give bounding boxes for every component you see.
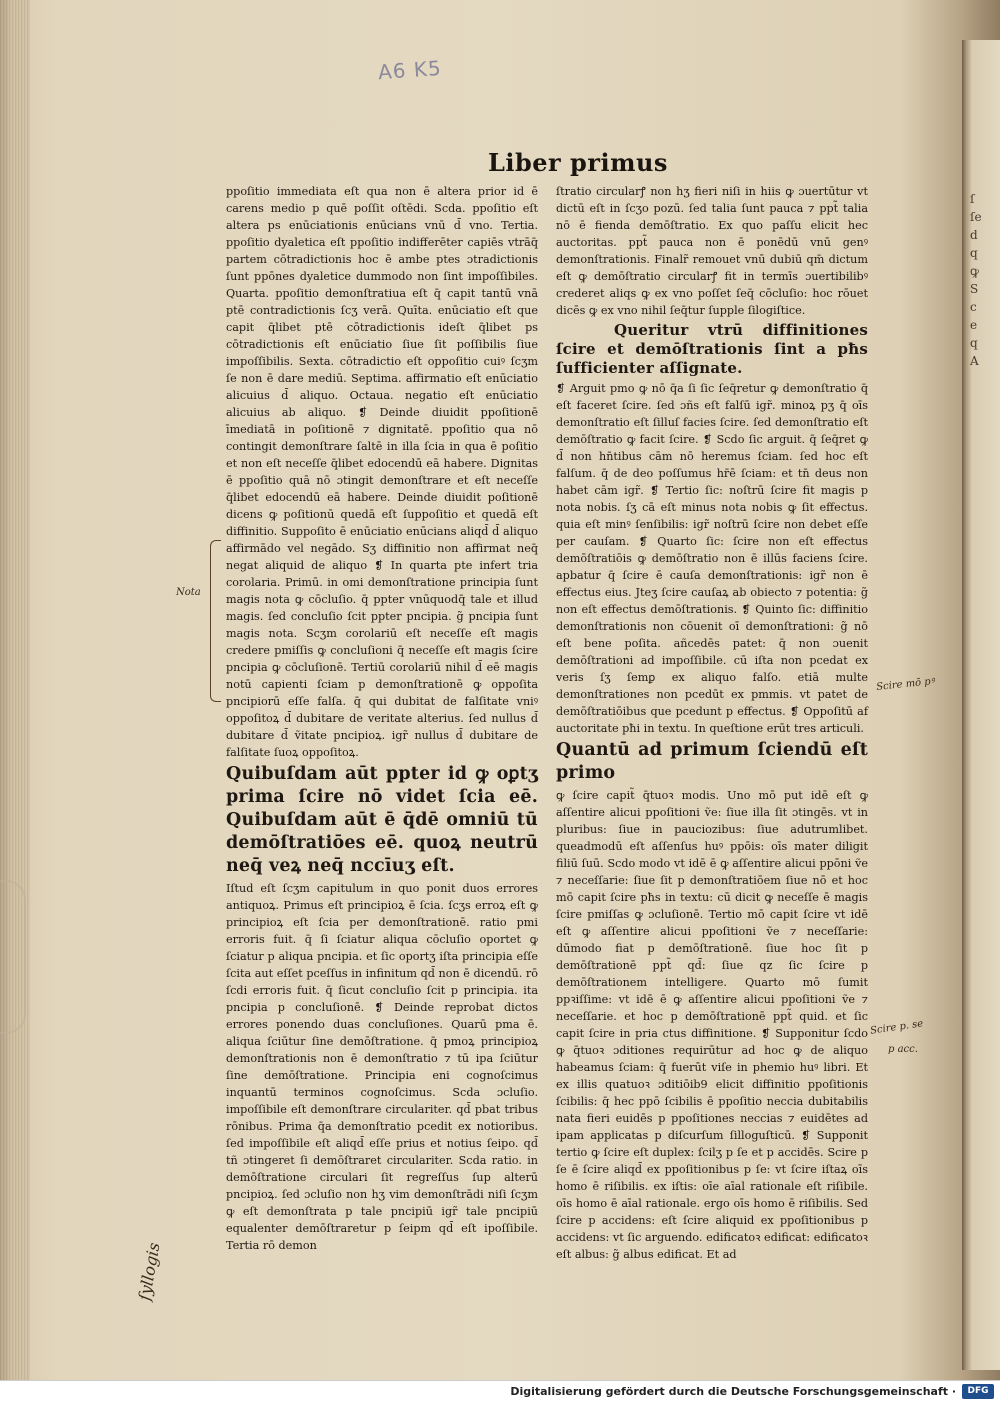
margin-note-left: Nota xyxy=(176,587,201,598)
funding-credit: Digitalisierung gefördert durch die Deutsche Forschungsgemeinschaft · xyxy=(510,1385,956,1398)
footer-bar xyxy=(0,1380,1000,1404)
margin-note-right-3: p acc. xyxy=(888,1044,918,1055)
margin-note-right-2: Scire p. se xyxy=(869,1018,924,1037)
facing-page-edge xyxy=(962,40,1000,1370)
right-paragraph-3: ꝙ ſcire capit̃ q̄tuoꝛ modis. Uno mō put idē eſt ꝙ aſſentire alicui ppoſitioni ṽe: ſiue illa ſit ɔtingēs. vt in pluribus: ſiue in pauciozibus: ſiue adutrumlibet. queadmodū eſt aſſenſus huꝰ ppōis: oīs mater diligit filiū ſuū. Scdo modo vt idē ē ꝙ aſſentire alicui ppōni ṽe ⁊ neceſſarie: ſiue ſit p demonſtratiōem ſiue nō et hoc mō capit ſcire pħs in textu: cū dicit ꝙ neceſſe ē magis ſcire pmiſſas ꝙ ɔcluſionē. Tertio mō capit ſcire vt idē eſt ꝙ aſſentire alicui ppoſitioni ṽe ⁊ neceſſarie: dūmodo fiat p demōſtrationē. ſiue hoc ſit p demōſtrationē ppt̃ qd̄: ſiue qz ſic ſcire p demōſtrationem intelligere. Quarto mō ſumit ppꝛiſſime: vt idē ē ꝙ aſſentire alicui ppoſitioni ṽe ⁊ neceſſarie. et hoc p demōſtrationē ppt̃ quid. et ſic capit ſcire in pria ctus diffinitione. ❡ Supponitur ſcdo ꝙ q̄tuoꝛ ɔditiones requirūtur ad hoc ꝙ de aliquo habeamus ſciam: q̄ fuerūt viſe in phemio huꝰ libri. Et ex illis quatuoꝛ ɔditiōib9 elicit diffinitio ppoſitionis ſcibilis: q̄ hec ppō ſcibilis ē ppoſitio neccia dubitabilis nata fieri euidēs p ppoſitiones neccias ⁊ euidētes ad ipam applicatas p diſcurſum ſilloguſticū. ❡ Supponit tertio ꝙ ſcire eſt duplex: ſcilʒ p ſe et p accidēs. Scire p ſe ē ſcire aliqd̄ ex ppoſitionibus p ſe: vt ſcire iſtaꝝ oīs homo ē riſibilis. ex iſtis: oīe aīal rationale eſt riſibile. oīs homo ē aīal rationale. ergo oīs homo ē riſibilis. Sed ſcire p accidens: eſt ſcire aliquid ex ppoſitionibus p accidens: vt ſic arguendo. edificatoꝛ edificat: edificatoꝛ eſt albus: g̃ albus edificat. Et ad xyxy=(556,789,868,1261)
shelfmark: A6 K5 xyxy=(377,55,443,85)
margin-note-lower-left: ſyllogis xyxy=(134,1241,164,1302)
commentary-paragraph: Iſtud eſt ſcʒm capitulum in quo ponit duos errores antiquoꝝ. Primus eſt principioꝝ ē ſcia. ſcʒs erroꝝ eſt ꝙ principioꝝ eſt ſcia per demonſtrationē. ratio pmi erroris fuit. q̄ ſi ſciatur aliqua cōcluſio oportet ꝙ ſciatur p aliqua pncipia. et ſic oportʒ iſta principia eſſe ſcita aut eſſet pceſſus in infinitum qd̄ non ē dicendū. rō ſcdi erroris fuit. q̄ ſicut concluſio ſcit p principia. ita pncipia p concluſionē. ❡ Deinde reprobat dictos errores ponendo duas concluſiones. Quarū pma ē. aliqua ſciūtur ſine demōſtratione. q̄ pmoꝝ principioꝝ demonſtrationis non ē demonſtratio ⁊ tū ipa ſciūtur ſine demōſtratione. Principia eni cognoſcimus inquantū terminos cognoſcimus. Scda ɔcluſio. impoſſibile eſt demonſtrare circulariter. qd̄ pbat tribus rōnibus. Prima q̄a demonſtratio pcedit ex notioribus. ſed impoſſibile eſt aliqd̄ eſſe prius et notius ſeipo. qd̄ tñ ɔtingeret ſi demōſtraret circulariter. Scda ratio. in demōſtratione circulari ſit regreſſus ſup alterū pncipioꝝ. ſed ɔcluſio non hʒ vim demonſtrādi niſi ſcʒm ꝙ eſt demonſtrata p tale pncipiū igr̃ tale pncipiū equalenter demōſtraretur p ſeipm qd̄ eſt ipoſſibile. Tertia rō demon xyxy=(226,882,538,1252)
right-column xyxy=(556,183,868,1263)
right-paragraph-1: ſtratio circularꝭ non hʒ fieri niſi in hiis ꝙ ɔuertūtur vt dictū eſt in ſcʒo pozū. ſed talia ſunt pauca ⁊ ppt̃ talia nō ē fienda demōſtratio. Ex quo paſſu elicit hec auctoritas. ppt̃ pauca non ē ponēdū vnū genꝰ demonſtrationis. Finalr̃ remouet vnū dubiū qm̄ dictum eſt ꝙ demōſtratio circularꝭ fit in termīs ɔuertibilibꝰ crederet aliqs ꝙ ex vno poſſet ſeq̄ cōcluſio: hoc rōuet dicēs ꝙ ex vno nihil ſeq̄tur ſupple ſilogiſtice. xyxy=(556,185,868,317)
page-edges xyxy=(0,0,30,1380)
dfg-logo-icon: DFG xyxy=(962,1384,994,1399)
facing-page-text: ſ ſe d q ꝙ S c e q A xyxy=(970,192,982,368)
right-paragraph-2: ❡ Arguit pmo ꝙ nō q̄a ſi ſic ſeq̄retur ꝙ demonſtratio q̄ eſt faceret ſcire. ſed ɔñs eſt falſū igr̃. minoꝝ pʒ q̄ oīs demonſtratio eſt ſilluſ facies ſcire. ſed demonſtratio eſt demōſtratio ꝙ facit ſcire. ❡ Scdo ſic arguit. q̄ ſeq̄ret ꝙ d̄ non hn̄tibus cām nō heremus ſciam. ſed hoc eſt falſum. q̄ de deo poſſumus hr̄ē ſciam: et tn̄ deus non habet cām igr̃. ❡ Tertio ſic: noſtrū ſcire fit magis p nota nobis. ſʒ cā eſt minus nota nobis ꝙ ſit effectus. quia eſt minꝰ ſenſibilis: igr̃ noſtrū ſcire non debet eſſe per cauſam. ❡ Quarto ſic: ſcire non eſt effectus demōſtratiōis ꝙ demōſtratio non ē illūs faciens ſcire. apbatur q̄ ſcire ē cauſa demonſtrationis: igr̃ non ē effectus eius. Jteʒ ſcire cauſaꝝ ab obiecto ⁊ potentia: g̃ non eſt effectus demōſtrationis. ❡ Quinto ſic: diffinitio demonſtrationis non cōuenit oī demonſtrationi: g̃ nō eſt bene poſita. añcedēs patet: q̄ non ɔuenit demōſtrationi ad impoſſibile. cū iſta non pcedat ex veris ſʒ ſemꝑ ex aliquo falſo. etiā multe demonſtrationes non pcedūt ex pmmis. vt patet de demōſtratiōibus que pcedunt p effectus. ❡ Oppoſitū af auctoritate pħi in textu. In queſtione erūt tres articuli. xyxy=(556,382,868,735)
left-column xyxy=(226,183,538,1254)
left-paragraph-1: ppoſitio immediata eſt qua non ē altera prior id ē carens medio p quē poſſit oſtēdi. Scda. ppoſitio eſt altera ps enūciationis enūcians vnū d̄ vno. Tertia. ppoſitio dyaletica eſt ppoſitio indifferēter capiēs vtrāq̄ partem cōtradictionis hoc ē ambe ptes ɔtradictionis ſunt ppōnes dyaletice dummodo non ſint impoſſibiles. Quarta. ppoſitio demonſtratiua eſt q̄ capit tantū vnā ptē contradictionis ſcʒ verā. Quīta. enūciatio eſt que capit q̄libet ptē cōtradictionis ideſt q̄libet ps cōtradictionis eſt enūciatio ſiue ſit poſſibilis ſiue impoſſibilis. Sexta. cōtradictio eſt oppoſitio cuiꝰ ſcʒm ſe non ē dare mediū. Septima. affirmatio eſt enūciatio alicuius d̄ aliquo. Octaua. negatio eſt enūciatio alicuius ab aliquo. ❡ Deinde diuidit ppoſitionē īmediatā in poſitionē ⁊ dignitatē. ppoſitio qua nō contingit demonſtrare ſaltē in illa ſcia in qua ē poſitio et non eſt neceſſe q̄libet edocendū eā habere. Dignitas ē ppoſitio quā nō ɔtingit demonſtrare et eſt neceſſe q̄libet edocendū eā habere. Deinde diuidit poſitionē dicens ꝙ poſitionū quedā eſt ſuppoſitio et quedā eſt diffinitio. Suppoſito ē enūciatio enūcians aliqd̄ d̄ aliquo affirmādo vel negādo. Sʒ diffinitio non affirmat neq̄ negat aliquid de aliquo ❡ In quarta pte infert tria corolaria. Primū. in omi demonſtratione principia ſunt magis nota ꝙ cōcluſio. q̄ ppter vnūquodq̄ tale et illud magis. ſed concluſio ſcit ppter pncipia. g̃ pncipia ſunt magis nota. Scʒm corolariū eſt neceſſe eſt magis credere pmiſſis ꝙ concluſioni q̄ neceſſe eſt magis ſcire pncipia ꝙ cōcluſionē. Tertiū corolariū nihil d̄ eē magis notū capienti ſciam p demonſtrationē ꝙ oppoſita pncipiorū eſſe falſa. q̄ qui dubitat de falſitate vniꝰ oppoſitoꝝ d̄ dubitare de veritate alterius. ſed nullus d̄ dubitare d̄ ṽitate pncipioꝝ. igr̃ nullus d̄ dubitare de falſitate ſuoꝝ oppoſitoꝝ. xyxy=(226,185,538,759)
running-head: Liber primus xyxy=(488,148,668,177)
margin-bracket xyxy=(210,540,221,702)
lemma-text: Quibuſdam aūt ppter id ꝙ oꝑtʒ prima ſcire nō videt ſcia eē. Quibuſdam aūt ē q̄dē omniū tū demōſtratiōes eē. quoꝝ neutrū neq̄ veꝝ neq̄ nccīuʒ eſt. xyxy=(226,764,538,876)
margin-note-right-1: Scire mō pꝰ xyxy=(875,675,936,694)
question-heading: Queritur vtrū diffinitiones ſcire et demōſtrationis ſint a pħs ſufficienter aſſignate. xyxy=(556,321,868,377)
binding-strap-shadow xyxy=(0,880,26,1034)
article-heading: Quantū ad primum ſciendū eſt primo xyxy=(556,740,868,783)
